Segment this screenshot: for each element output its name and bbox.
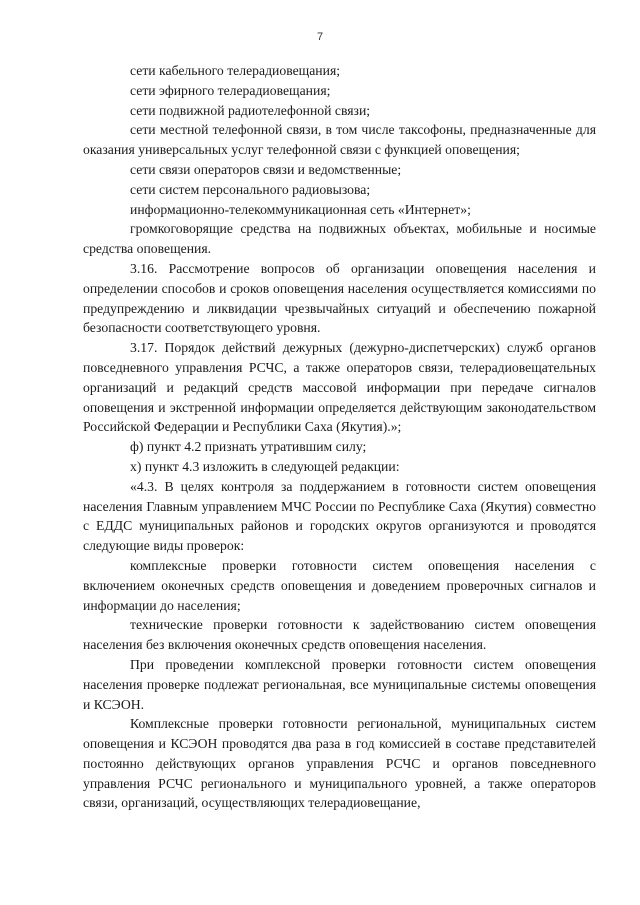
paragraph-14: комплексные проверки готовности систем оповещения населения с включением оконечных средств оповещения и доведением проверочных сигналов и информации до населения;	[83, 557, 596, 613]
paragraph-10: 3.17. Порядок действий дежурных (дежурно-диспетчерских) служб органов повседневного управления РСЧС, а также операторов связи, телерадиовещательных организаций и редакций средств массовой информации при передаче сигналов оповещения и экстренной информации определяется действующим законодательством Российской Федерации и Республики Саха (Якутия).»;	[83, 340, 596, 435]
paragraph-13: «4.3. В целях контроля за поддержанием в готовности систем оповещения населения Главным управлением МЧС России по Республике Саха (Якутия) совместно с ЕДДС муниципальных районов и городских округов организуются и проводятся следующие виды проверок:	[83, 478, 596, 554]
paragraph-4: сети местной телефонной связи, в том числе таксофоны, предназначенные для оказания универсальных услуг телефонной связи с функцией оповещения;	[83, 122, 596, 158]
paragraph-17: Комплексные проверки готовности региональной, муниципальных систем оповещения и КСЭОН проводятся два раза в год комиссией в составе представителей постоянно действующих органов управления РСЧС и органов повседневного управления РСЧС регионального и муниципального уровней, а также операторов связи, организаций, осуществляющих телерадиовещание,	[83, 716, 596, 811]
paragraph-5: сети связи операторов связи и ведомственные;	[130, 161, 402, 177]
paragraph-2: сети эфирного телерадиовещания;	[130, 82, 331, 98]
paragraph-11: ф) пункт 4.2 признать утратившим силу;	[130, 439, 367, 455]
paragraph-12: х) пункт 4.3 изложить в следующей редакции:	[130, 458, 400, 474]
paragraph-1: сети кабельного телерадиовещания;	[130, 63, 341, 78]
paragraph-9: 3.16. Рассмотрение вопросов об организации оповещения населения и определении способов и сроков оповещения населения осуществляется комиссиями по предупреждению и ликвидации чрезвычайных ситуаций и обеспечению пожарной безопасности соответствующего уровня.	[83, 260, 596, 336]
document-body	[83, 61, 596, 813]
paragraph-8: громкоговорящие средства на подвижных объектах, мобильные и носимые средства оповещения.	[83, 221, 596, 257]
paragraph-16: При проведении комплексной проверки готовности систем оповещения населения проверке подлежат региональная, все муниципальные системы оповещения и КСЭОН.	[83, 656, 596, 712]
paragraph-3: сети подвижной радиотелефонной связи;	[130, 102, 371, 118]
paragraph-15: технические проверки готовности к задействованию систем оповещения населения без включения оконечных средств оповещения населения.	[83, 617, 596, 653]
paragraph-7: информационно-телекоммуникационная сеть «Интернет»;	[130, 201, 471, 217]
page-number: 7	[316, 31, 324, 43]
paragraph-6: сети систем персонального радиовызова;	[130, 181, 371, 197]
